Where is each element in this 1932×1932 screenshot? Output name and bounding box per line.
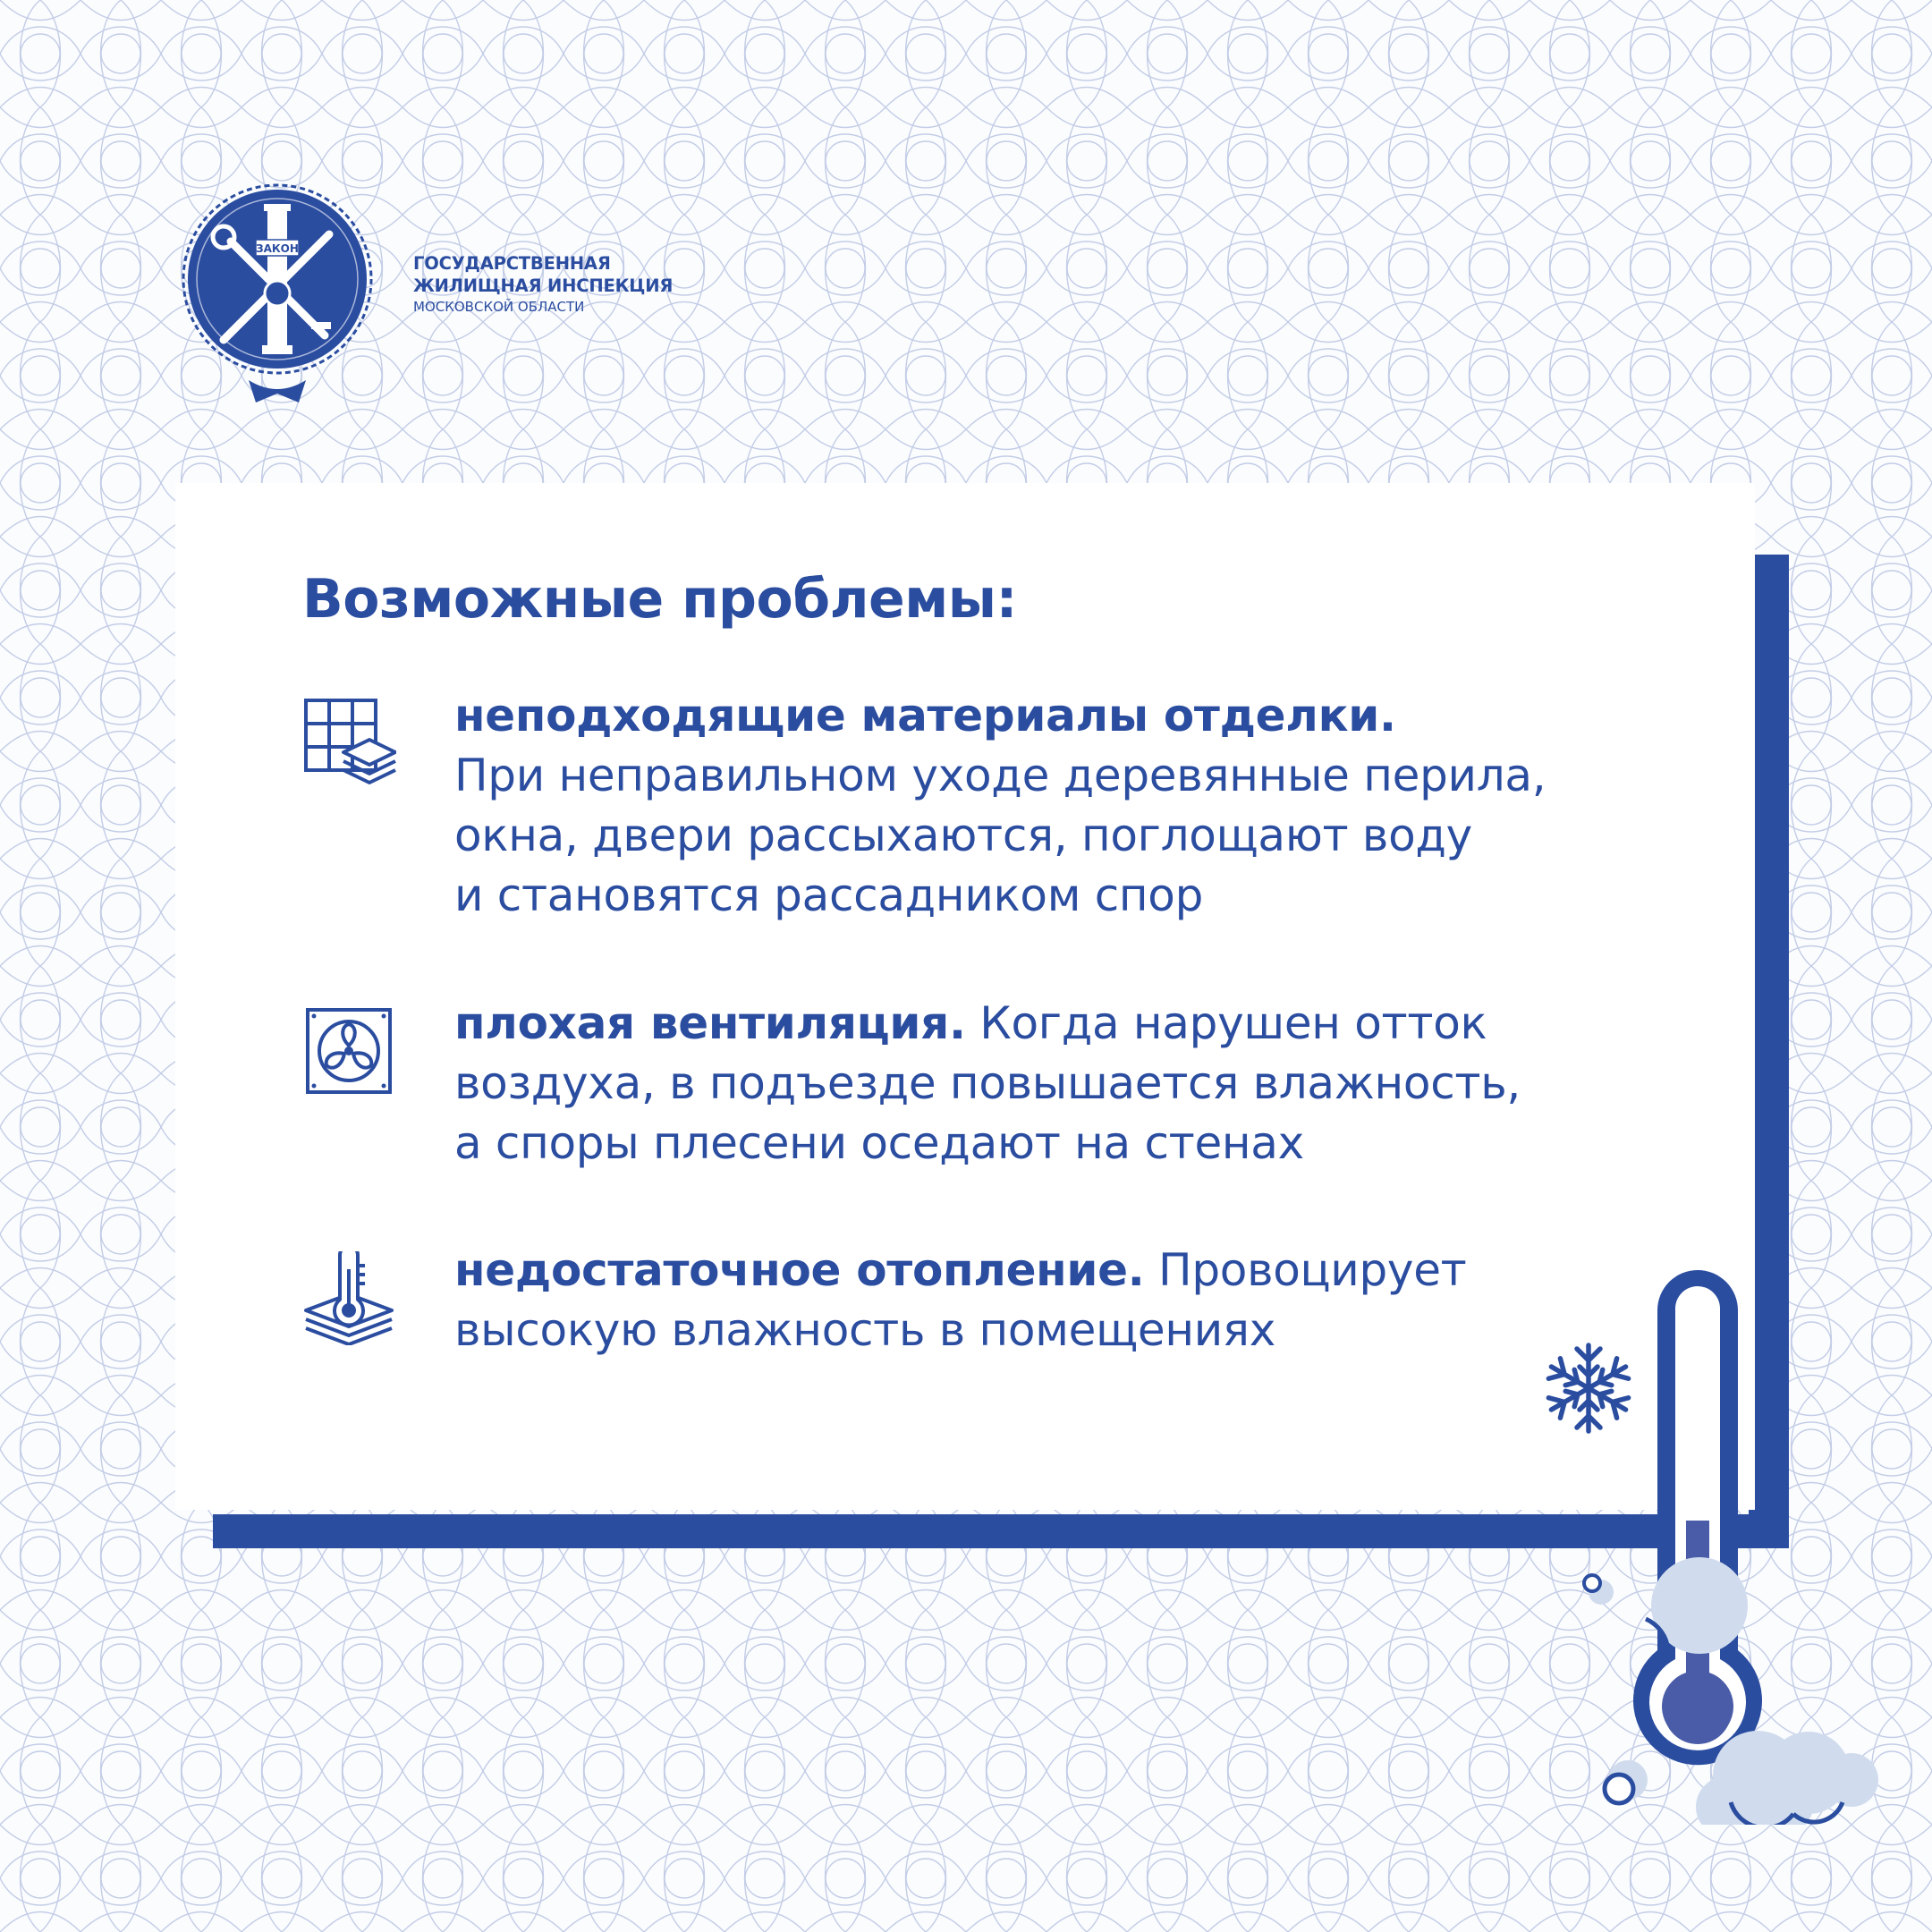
problem-line: и становятся рассадником спор [454,869,1204,921]
problem-line: воздуха, в подъезде повышается влажность, [454,1057,1521,1109]
problem-line: окна, двери рассыхаются, поглощают воду [454,809,1472,861]
organization-line-2: ЖИЛИЩНАЯ ИНСПЕКЦИЯ [413,275,674,296]
organization-name [413,252,673,317]
problem-line: высокую влажность в помещениях [454,1304,1276,1356]
organization-line-1: ГОСУДАРСТВЕННАЯ [413,253,611,274]
card-frame-bottom [213,1514,1789,1548]
finishing-materials-icon [302,697,396,791]
problem-line: а споры плесени оседают на стенах [454,1117,1304,1169]
problem-heading: неподходящие материалы отделки. [454,690,1396,741]
page-title: Возможные проблемы: [302,568,1018,631]
problem-line: Когда нарушен отток [965,997,1487,1049]
problem-line: Провоцирует [1144,1244,1467,1296]
problem-line: При неправильном уходе деревянные перила, [454,750,1546,801]
emblem-label: ЗАКОН [256,242,299,255]
problem-text [454,1241,1724,1360]
problem-text [454,994,1724,1174]
organization-line-3: МОСКОВСКОЙ ОБЛАСТИ [413,299,585,315]
floor-heating-thermometer-icon [302,1251,396,1345]
ventilation-fan-icon [302,1004,396,1098]
problem-heading: плохая вентиляция. [454,997,966,1049]
problem-text [454,686,1724,926]
problem-heading: недостаточное отопление. [454,1244,1145,1296]
inspection-emblem-logo [177,179,378,416]
thermometer-illustration [1574,1252,1896,1825]
